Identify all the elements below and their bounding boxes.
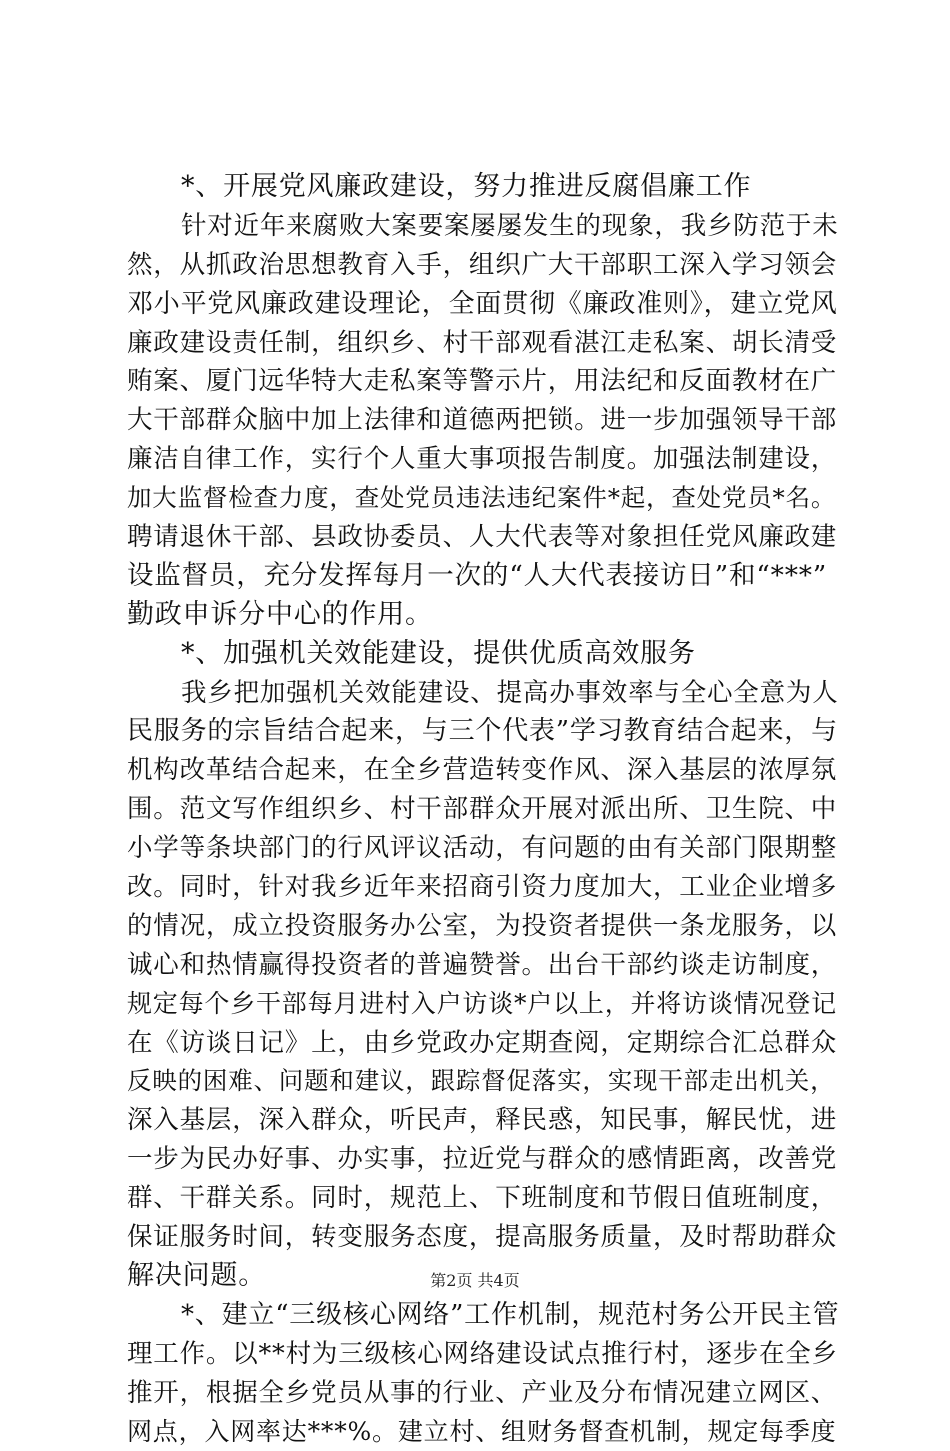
text-line: *、建立“三级核心网络”工作机制，规范村务公开民主管 [127,1296,839,1335]
text-line: 聘请退休干部、县政协委员、人大代表等对象担任党风廉政建 [127,518,839,557]
text-line: 理工作。以**村为三级核心网络建设试点推行村，逐步在全乡 [127,1335,839,1374]
text-line: 大干部群众脑中加上法律和道德两把锁。进一步加强领导干部 [127,401,839,440]
text-line: 我乡把加强机关效能建设、提高办事效率与全心全意为人 [127,674,839,713]
text-line: 廉洁自律工作，实行个人重大事项报告制度。加强法制建设， [127,440,839,479]
text-line: 群、干群关系。同时，规范上、下班制度和节假日值班制度， [127,1179,839,1218]
text-line: 深入基层，深入群众，听民声，释民惑，知民事，解民忧，进 [127,1101,839,1140]
text-line: 设监督员，充分发挥每月一次的“人大代表接访日”和“***” [127,557,839,596]
text-line: 针对近年来腐败大案要案屡屡发生的现象，我乡防范于未 [127,207,839,246]
document-body [127,168,839,1451]
text-line: 然，从抓政治思想教育入手，组织广大干部职工深入学习领会 [127,246,839,285]
text-line: 小学等条块部门的行风评议活动，有问题的由有关部门限期整 [127,829,839,868]
text-line: 机构改革结合起来，在全乡营造转变作风、深入基层的浓厚氛 [127,751,839,790]
section-heading: *、开展党风廉政建设，努力推进反腐倡廉工作 [127,168,839,207]
text-line: 围。范文写作组织乡、村干部群众开展对派出所、卫生院、中 [127,790,839,829]
text-line: 勤政申诉分中心的作用。 [127,596,839,635]
text-line: 解决问题。 [127,1257,839,1296]
text-line: 廉政建设责任制，组织乡、村干部观看湛江走私案、胡长清受 [127,324,839,363]
text-line: 诚心和热情赢得投资者的普遍赞誉。出台干部约谈走访制度， [127,946,839,985]
text-line: 推开，根据全乡党员从事的行业、产业及分布情况建立网区、 [127,1374,839,1413]
page-footer [0,1268,950,1291]
text-line: 规定每个乡干部每月进村入户访谈*户以上，并将访谈情况登记 [127,985,839,1024]
text-line: 的情况，成立投资服务办公室，为投资者提供一条龙服务，以 [127,907,839,946]
page-number-label: 第2页 共4页 [430,1271,519,1290]
text-line: 反映的困难、问题和建议，跟踪督促落实，实现干部走出机关， [127,1062,839,1101]
text-line: 加大监督检查力度，查处党员违法违纪案件*起，查处党员*名。 [127,479,839,518]
text-line: 邓小平党风廉政建设理论，全面贯彻《廉政准则》，建立党风 [127,285,839,324]
text-line: 贿案、厦门远华特大走私案等警示片，用法纪和反面教材在广 [127,362,839,401]
text-line: 在《访谈日记》上，由乡党政办定期查阅，定期综合汇总群众 [127,1024,839,1063]
text-line: 民服务的宗旨结合起来，与三个代表”学习教育结合起来，与 [127,712,839,751]
text-line: 一步为民办好事、办实事，拉近党与群众的感情距离，改善党 [127,1140,839,1179]
text-line: 网点，入网率达***%。建立村、组财务督查机制，规定每季度 [127,1413,839,1451]
text-line: 保证服务时间，转变服务态度，提高服务质量，及时帮助群众 [127,1218,839,1257]
section-heading: *、加强机关效能建设，提供优质高效服务 [127,635,839,674]
text-line: 改。同时，针对我乡近年来招商引资力度加大，工业企业增多 [127,868,839,907]
